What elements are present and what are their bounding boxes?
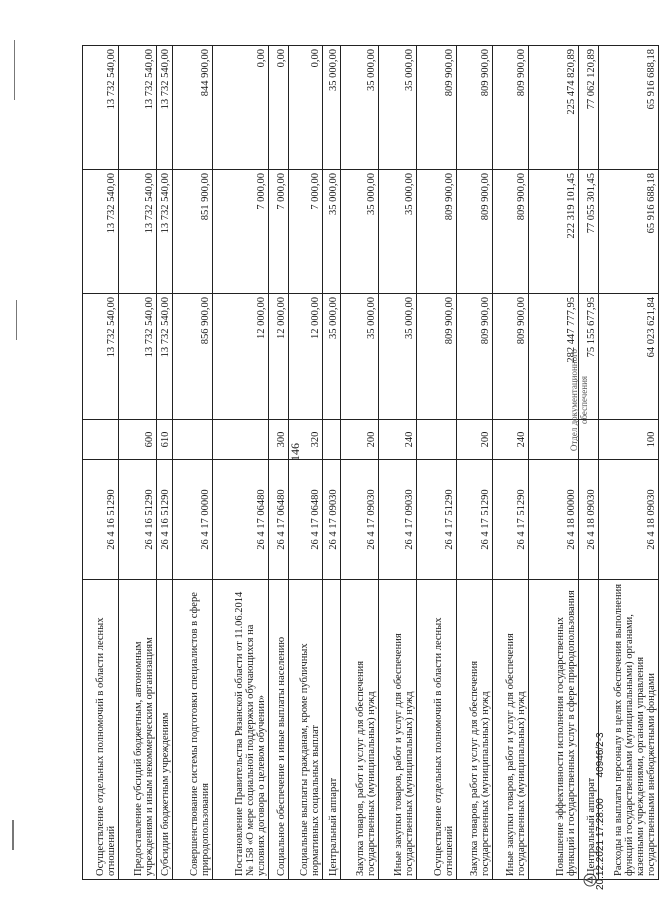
scan-edge-marks [0,0,20,905]
department-note: Отдел документационного обеспечения [569,348,589,452]
row-name-cell: Постановление Правительства Рязанской области от 11.06.2014 № 158 «О мере социальной поддержки обучающихся на условиях договора о целевом обучении» [213,580,269,880]
row-code-cell: 26 4 16 51290 [119,460,157,580]
row-value-2022-cell: 13 732 540,00 [119,294,157,420]
row-value-2022-cell: 13 732 540,00 [157,294,173,420]
row-value-2023-cell: 35 000,00 [341,170,379,294]
row-value-2024-cell: 65 916 688,18 [599,46,659,170]
row-value-2022-cell: 12 000,00 [213,294,269,420]
row-value-2023-cell: 35 000,00 [379,170,417,294]
row-value-2024-cell: 13 732 540,00 [83,46,119,170]
row-name-cell: Центральный аппарат [323,580,341,880]
row-value-2022-cell: 856 900,00 [173,294,213,420]
row-value-2022-cell: 809 900,00 [493,294,529,420]
row-code-cell: 26 4 17 06480 [269,460,289,580]
row-value-2023-cell: 7 000,00 [213,170,269,294]
row-vr-cell: 600 [119,420,157,460]
row-value-2023-cell: 809 900,00 [417,170,457,294]
footer-datetime: 20.12.2021 17:28:00 [595,798,606,890]
row-vr-cell [417,420,457,460]
footer-stamp [595,630,613,890]
row-value-2023-cell: 7 000,00 [269,170,289,294]
row-name-cell: Осуществление отдельных полномочий в области лесных отношений [83,580,119,880]
row-value-2024-cell: 35 000,00 [341,46,379,170]
row-value-2023-cell: 851 900,00 [173,170,213,294]
row-value-2023-cell: 809 900,00 [493,170,529,294]
table-row [379,46,417,880]
row-vr-cell: 320 [289,420,323,460]
row-value-2022-cell: 282 447 777,95 [529,294,579,420]
budget-table-body [83,46,659,880]
row-value-2024-cell: 13 732 540,00 [119,46,157,170]
row-code-cell: 26 4 17 09030 [379,460,417,580]
row-code-cell: 26 4 17 09030 [341,460,379,580]
row-vr-cell: 240 [379,420,417,460]
row-value-2024-cell: 844 900,00 [173,46,213,170]
row-value-2024-cell: 809 900,00 [457,46,493,170]
table-row [173,46,213,880]
row-code-cell: 26 4 17 51290 [457,460,493,580]
row-name-cell: Социальные выплаты гражданам, кроме публичных нормативных социальных выплат [289,580,323,880]
row-value-2024-cell: 0,00 [269,46,289,170]
row-value-2022-cell: 75 155 677,95 [579,294,599,420]
page-number: 146 [288,443,302,461]
row-code-cell: 26 4 17 00000 [173,460,213,580]
row-code-cell: 26 4 17 51290 [493,460,529,580]
row-value-2024-cell: 35 000,00 [379,46,417,170]
budget-table [82,45,659,880]
row-value-2022-cell: 809 900,00 [417,294,457,420]
row-code-cell: 26 4 17 09030 [323,460,341,580]
row-code-cell: 26 4 16 51290 [83,460,119,580]
table-row [457,46,493,880]
emblem-icon [582,872,598,888]
row-vr-cell [323,420,341,460]
table-row [83,46,119,880]
row-name-cell: Совершенствование системы подготовки специалистов в сфере природопользования [173,580,213,880]
row-name-cell: Расходы на выплаты персоналу в целях обеспечения выполнения функций государственными (муниципальными) органами, казенными учреждениями, органами управления государственными внебюджетными фондами [599,580,659,880]
row-name-cell: Центральный аппарат [579,580,599,880]
row-value-2023-cell: 35 000,00 [323,170,341,294]
row-value-2022-cell: 12 000,00 [289,294,323,420]
row-value-2024-cell: 809 900,00 [493,46,529,170]
row-value-2024-cell: 0,00 [213,46,269,170]
footer-doc-id: 40946/2-3 [595,732,606,778]
row-name-cell: Иные закупки товаров, работ и услуг для обеспечения государственных (муниципальных) нужд [379,580,417,880]
row-code-cell: 26 4 18 09030 [599,460,659,580]
row-value-2023-cell: 65 916 688,18 [599,170,659,294]
table-row [269,46,289,880]
row-value-2024-cell: 35 000,00 [323,46,341,170]
row-code-cell: 26 4 18 09030 [579,460,599,580]
row-vr-cell: 300 [269,420,289,460]
row-value-2023-cell: 7 000,00 [289,170,323,294]
row-value-2024-cell: 225 474 820,89 [529,46,579,170]
row-value-2023-cell: 13 732 540,00 [83,170,119,294]
row-name-cell: Осуществление отдельных полномочий в области лесных отношений [417,580,457,880]
row-vr-cell: 200 [341,420,379,460]
table-row [119,46,157,880]
row-value-2024-cell: 13 732 540,00 [157,46,173,170]
row-name-cell: Субсидии бюджетным учреждениям [157,580,173,880]
row-value-2022-cell: 13 732 540,00 [83,294,119,420]
row-value-2023-cell: 13 732 540,00 [157,170,173,294]
row-value-2023-cell: 809 900,00 [457,170,493,294]
table-row [323,46,341,880]
row-value-2022-cell: 35 000,00 [379,294,417,420]
row-name-cell: Иные закупки товаров, работ и услуг для обеспечения государственных (муниципальных) нужд [493,580,529,880]
table-row [493,46,529,880]
row-vr-cell [213,420,269,460]
row-vr-cell: 200 [457,420,493,460]
row-value-2022-cell: 35 000,00 [323,294,341,420]
row-name-cell: Повышение эффективности исполнения государственных функций и государственных услуг в сфере природопользования [529,580,579,880]
row-value-2023-cell: 77 055 301,45 [579,170,599,294]
row-value-2022-cell: 35 000,00 [341,294,379,420]
row-value-2024-cell: 809 900,00 [417,46,457,170]
row-name-cell: Закупка товаров, работ и услуг для обеспечения государственных (муниципальных) нужд [341,580,379,880]
table-row [529,46,579,880]
row-code-cell: 26 4 16 51290 [157,460,173,580]
row-vr-cell: 240 [493,420,529,460]
row-code-cell: 26 4 17 06480 [289,460,323,580]
row-value-2022-cell: 12 000,00 [269,294,289,420]
row-vr-cell [173,420,213,460]
row-code-cell: 26 4 17 06480 [213,460,269,580]
row-value-2024-cell: 77 062 120,89 [579,46,599,170]
row-name-cell: Закупка товаров, работ и услуг для обеспечения государственных (муниципальных) нужд [457,580,493,880]
row-name-cell: Социальное обеспечение и иные выплаты населению [269,580,289,880]
row-value-2023-cell: 222 319 101,45 [529,170,579,294]
row-code-cell: 26 4 17 51290 [417,460,457,580]
table-row [341,46,379,880]
row-value-2023-cell: 13 732 540,00 [119,170,157,294]
row-vr-cell [83,420,119,460]
table-row [157,46,173,880]
row-value-2022-cell: 809 900,00 [457,294,493,420]
row-code-cell: 26 4 18 00000 [529,460,579,580]
row-value-2024-cell: 0,00 [289,46,323,170]
row-vr-cell: 610 [157,420,173,460]
row-value-2022-cell: 64 023 621,84 [599,294,659,420]
row-name-cell: Предоставление субсидий бюджетным, автономным учреждениям и иным некоммерческим организациям [119,580,157,880]
table-row [417,46,457,880]
row-vr-cell: 100 [599,420,659,460]
table-row [213,46,269,880]
